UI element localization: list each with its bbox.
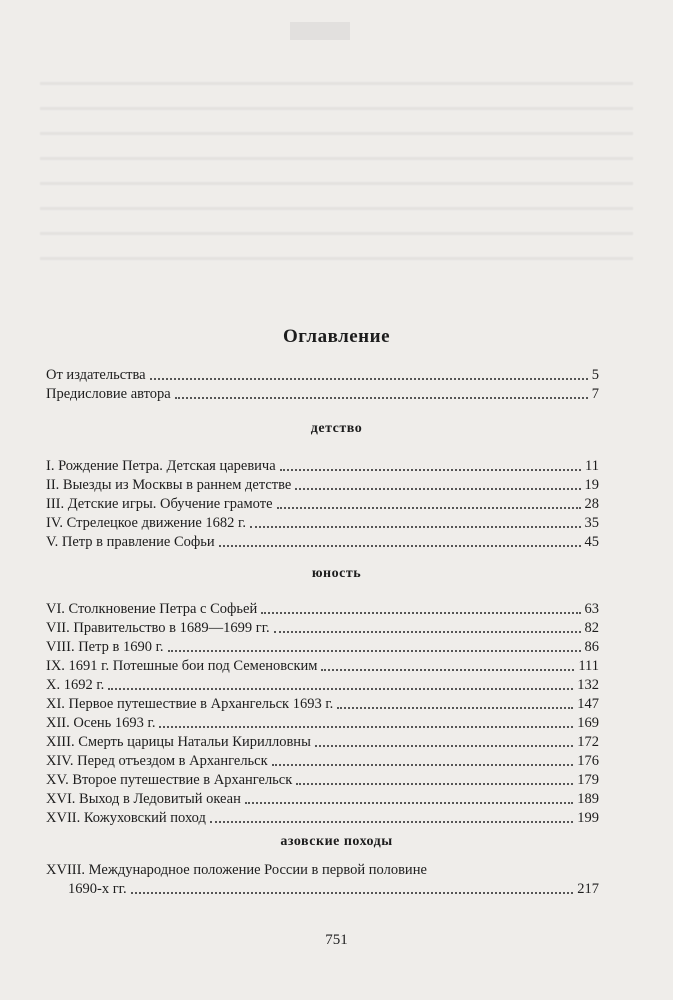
entry-page: 19 <box>584 477 599 493</box>
entry-title-line2: 1690-х гг. <box>68 881 127 897</box>
entry-title: XIV. Перед отъездом в Архангельск <box>46 753 268 769</box>
entry-page: 7 <box>591 386 599 402</box>
entry-title: XV. Второе путешествие в Архангельск <box>46 772 293 788</box>
toc-entry <box>46 769 599 789</box>
entry-title: III. Детские игры. Обучение грамоте <box>46 496 273 512</box>
entry-title: IX. 1691 г. Потешные бои под Семеновским <box>46 658 318 674</box>
entry-title: XI. Первое путешествие в Архангельск 1693 г. <box>46 696 334 712</box>
entry-page: 11 <box>585 458 599 474</box>
toc-entry <box>46 674 599 694</box>
entry-page: 28 <box>584 496 599 512</box>
toc-entry <box>46 493 599 513</box>
entry-page: 63 <box>584 601 599 617</box>
leader-dots <box>150 377 588 380</box>
toc-entry <box>46 531 599 551</box>
entry-page: 35 <box>584 515 599 531</box>
toc-entry <box>46 807 599 827</box>
entry-page: 172 <box>577 734 599 750</box>
entry-title: От издательства <box>46 367 146 383</box>
entry-page: 86 <box>584 639 599 655</box>
leader-dots <box>274 630 581 633</box>
bleed-through-running-head <box>290 22 350 40</box>
bleed-through-text <box>40 60 633 260</box>
leader-dots <box>272 763 574 766</box>
section-heading: детство <box>310 421 363 436</box>
entry-page: 132 <box>577 677 599 693</box>
toc-entry <box>46 617 599 637</box>
toc-entry <box>46 731 599 751</box>
toc-entry <box>46 788 599 808</box>
section-heading: юность <box>311 566 362 581</box>
leader-dots <box>261 611 580 614</box>
leader-dots <box>108 687 573 690</box>
leader-dots <box>245 801 573 804</box>
leader-dots <box>280 468 581 471</box>
entry-title: XVI. Выход в Ледовитый океан <box>46 791 241 807</box>
leader-dots <box>210 820 573 823</box>
entry-title: V. Петр в правление Софьи <box>46 534 215 550</box>
toc-entry <box>46 512 599 532</box>
toc-entry <box>46 455 599 475</box>
leader-dots <box>168 649 581 652</box>
entry-page: 111 <box>578 658 599 674</box>
entry-title: XIII. Смерть царицы Натальи Кирилловны <box>46 734 311 750</box>
entry-title: VIII. Петр в 1690 г. <box>46 639 164 655</box>
leader-dots <box>295 487 580 490</box>
entry-page: 147 <box>577 696 599 712</box>
toc-entry <box>46 474 599 494</box>
entry-title: XII. Осень 1693 г. <box>46 715 156 731</box>
toc-entry <box>46 693 599 713</box>
leader-dots <box>250 525 581 528</box>
toc-entry <box>46 383 599 403</box>
toc-entry <box>46 364 599 384</box>
entry-page: 82 <box>584 620 599 636</box>
entry-page: 176 <box>577 753 599 769</box>
toc-entry <box>46 598 599 618</box>
leader-dots <box>337 706 573 709</box>
entry-title: XVII. Кожуховский поход <box>46 810 206 826</box>
toc-entry <box>46 712 599 732</box>
entry-title: X. 1692 г. <box>46 677 105 693</box>
entry-title: IV. Стрелецкое движение 1682 г. <box>46 515 246 531</box>
leader-dots <box>175 396 588 399</box>
section-heading: азовские походы <box>280 834 393 849</box>
leader-dots <box>321 668 574 671</box>
entry-page: 45 <box>584 534 599 550</box>
leader-dots <box>219 544 581 547</box>
leader-dots <box>131 891 574 894</box>
entry-title: VII. Правительство в 1689—1699 гг. <box>46 620 270 636</box>
entry-title: II. Выезды из Москвы в раннем детстве <box>46 477 292 493</box>
entry-title: Предисловие автора <box>46 386 171 402</box>
entry-page: 179 <box>577 772 599 788</box>
toc-title: Оглавление <box>282 326 391 347</box>
entry-page: 189 <box>577 791 599 807</box>
leader-dots <box>277 506 581 509</box>
toc-entry <box>46 655 599 675</box>
entry-page: 199 <box>577 810 599 826</box>
entry-page: 5 <box>591 367 599 383</box>
page-number: 751 <box>325 932 348 948</box>
leader-dots <box>296 782 573 785</box>
entry-title-line1: XVIII. Международное положение России в первой половине <box>46 862 427 878</box>
toc-entry <box>68 880 599 898</box>
leader-dots <box>159 725 573 728</box>
entry-page: 169 <box>577 715 599 731</box>
toc-entry <box>46 750 599 770</box>
entry-page: 217 <box>577 881 599 897</box>
leader-dots <box>315 744 573 747</box>
entry-title: VI. Столкновение Петра с Софьей <box>46 601 258 617</box>
entry-title: I. Рождение Петра. Детская царевича <box>46 458 276 474</box>
toc-entry <box>46 636 599 656</box>
